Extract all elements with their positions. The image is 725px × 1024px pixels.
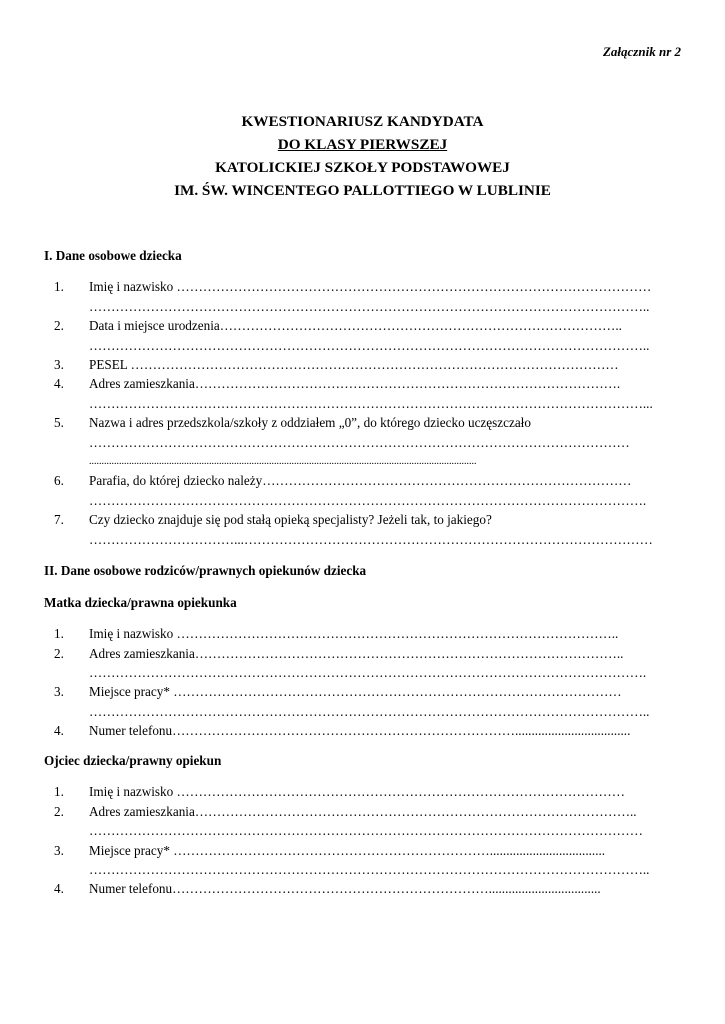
- mother-phone-field[interactable]: Numer telefonu……………………………………………………………………...................................: [89, 723, 631, 738]
- item-number: 4.: [54, 723, 64, 738]
- title-line-1: KWESTIONARIUSZ KANDYDATA: [241, 113, 484, 130]
- form-title: [0, 110, 725, 202]
- continuation-line[interactable]: ………………………………………………………………………………………………………………..: [89, 704, 650, 719]
- title-line-4: IM. ŚW. WINCENTEGO PALLOTTIEGO W LUBLINIE: [174, 182, 551, 199]
- item-number: 3.: [54, 684, 64, 699]
- continuation-line[interactable]: ……………………………...…………………………………………………………………………………: [89, 532, 653, 547]
- continuation-line[interactable]: ……………………………………………………………………………………………………………….: [89, 665, 647, 680]
- continuation-line[interactable]: ...........................................................................................................................................................: [89, 456, 477, 467]
- item-number: 2.: [54, 804, 64, 819]
- father-heading: Ojciec dziecka/prawny opiekun: [44, 753, 222, 768]
- item-number: 1.: [54, 784, 64, 799]
- pesel-field[interactable]: PESEL …………………………………………………………………………………………………: [89, 357, 619, 372]
- father-name-field[interactable]: Imię i nazwisko …………………………………………………………………………………………: [89, 784, 625, 799]
- preschool-label: Nazwa i adres przedszkola/szkoły z oddziałem „0”, do którego dziecko uczęszczało: [89, 415, 531, 430]
- annex-label: Załącznik nr 2: [602, 44, 681, 59]
- item-number: 6.: [54, 473, 64, 488]
- continuation-line[interactable]: ……………………………………………………………………………………………………………: [89, 435, 630, 450]
- section-2-heading: II. Dane osobowe rodziców/prawnych opiekunów dziecka: [44, 563, 367, 578]
- item-number: 5.: [54, 415, 64, 430]
- item-number: 1.: [54, 626, 64, 641]
- item-number: 3.: [54, 843, 64, 858]
- continuation-line[interactable]: ……………………………………………………………………………………………………………….: [89, 493, 647, 508]
- father-address-field[interactable]: Adres zamieszkania………………………………………………………………………………………..: [89, 804, 637, 819]
- item-number: 3.: [54, 357, 64, 372]
- title-line-2: DO KLASY PIERWSZEJ: [277, 136, 448, 153]
- item-number: 4.: [54, 881, 64, 896]
- mother-heading: Matka dziecka/prawna opiekunka: [44, 595, 237, 610]
- continuation-line[interactable]: ………………………………………………………………………………………………………………: [89, 823, 643, 838]
- continuation-line[interactable]: ………………………………………………………………………………………………………………..: [89, 338, 650, 353]
- mother-address-field[interactable]: Adres zamieszkania……………………………………………………………………………………..: [89, 646, 624, 661]
- section-1-heading: I. Dane osobowe dziecka: [44, 248, 182, 263]
- continuation-line[interactable]: ………………………………………………………………………………………………………………..: [89, 299, 650, 314]
- item-number: 7.: [54, 512, 64, 527]
- title-line-3: KATOLICKIEJ SZKOŁY PODSTAWOWEJ: [215, 159, 510, 176]
- child-name-field[interactable]: Imię i nazwisko ………………………………………………………………………………………………: [89, 279, 652, 294]
- specialist-label: Czy dziecko znajduje się pod stałą opieką specjalisty? Jeżeli tak, to jakiego?: [89, 512, 492, 527]
- item-number: 1.: [54, 279, 64, 294]
- mother-work-field[interactable]: Miejsce pracy* …………………………………………………………………………………………: [89, 684, 622, 699]
- father-work-field[interactable]: Miejsce pracy* ………………………………………………………………...................................: [89, 843, 606, 858]
- continuation-line[interactable]: ………………………………………………………………………………………………………………...: [89, 396, 653, 411]
- birth-date-place-field[interactable]: Data i miejsce urodzenia………………………………………………………………………………..: [89, 318, 622, 333]
- father-phone-field[interactable]: Numer telefonu………………………………………………………………..................................: [89, 881, 601, 896]
- continuation-line[interactable]: ………………………………………………………………………………………………………………..: [89, 862, 650, 877]
- item-number: 4.: [54, 376, 64, 391]
- address-field[interactable]: Adres zamieszkania…………………………………………………………………………………….: [89, 376, 621, 391]
- mother-name-field[interactable]: Imię i nazwisko ………………………………………………………………………………………..: [89, 626, 619, 641]
- parish-field[interactable]: Parafia, do której dziecko należy…………………………………………………………………………: [89, 473, 632, 488]
- item-number: 2.: [54, 646, 64, 661]
- item-number: 2.: [54, 318, 64, 333]
